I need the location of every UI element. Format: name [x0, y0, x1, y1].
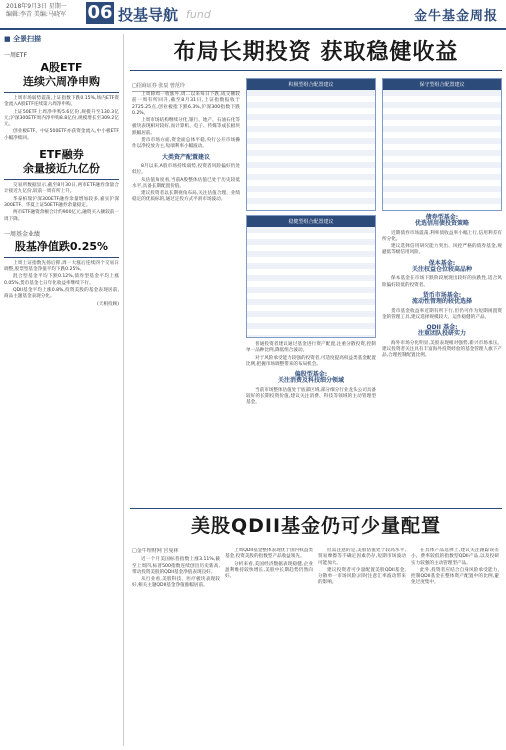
paragraph: 分析来看,美国经济数据表现稳健,企业盈利维持较快增长,美股中长期趋势仍然向好。: [225, 561, 313, 580]
qdii-headline: 美股QDII基金仍可少量配置: [190, 515, 442, 537]
paragraph: 当前市场整体估值处于底部区域,部分细分行业龙头公司具备较好的长期投资价值,建议关注消费、科技等领域的主动管理型基金。: [246, 387, 376, 406]
feature-column-c: [382, 78, 502, 361]
table-body: [247, 90, 375, 210]
paragraph: 近期债券市场震荡,利率债收益率小幅上行,信用利差有所分化。: [382, 230, 502, 242]
paragraph: 海外市场分化明显,美股表现相对强势,新兴市场承压。建议投资者关注具有丰富海外投资经验的基金管理人旗下产品,合理控制配置比例。: [382, 340, 502, 359]
subheading-line: 注重团队投研实力: [417, 330, 466, 338]
etf-flow-section: [4, 50, 119, 142]
qdii-headline-block: [130, 508, 502, 544]
paragraph: 建议选择信用研究能力突出、风控严格的债券基金,规避低等级信用风险。: [382, 244, 502, 256]
paragraph: 华泰柏瑞沪深300ETF融券余量增加较多,嘉实沪深300ETF、华夏上证50ETF融券余量稳定。: [4, 196, 119, 208]
subheading: [382, 325, 502, 338]
subheading: [246, 372, 376, 385]
paragraph: 但需注意的是,美股估值处于较高水平,贸易摩擦等不确定因素仍存,短期市场波动可能加大。: [318, 548, 406, 566]
allocation-table-conservative: [382, 78, 502, 211]
paragraph: 上周市场弱势震荡,上证指数下跌0.15%,场内ETF资金流入A股ETF连续第六周净申购。: [4, 96, 119, 108]
table-title: 保守型组合配置建议: [383, 79, 501, 90]
subheading-line: 债券型基金:: [425, 214, 459, 221]
qdii-column-2: [225, 548, 313, 746]
section-kicker: 一周ETF: [4, 52, 27, 59]
section-title-line: ETF融券: [39, 148, 84, 162]
allocation-table-balanced: [246, 215, 376, 338]
paragraph: 交易所数据显示,截至8月30日,两市ETF融券余量合计接近九亿份,较前一周有所上升。: [4, 183, 119, 195]
etf-short-section: [4, 148, 119, 223]
subheading-line: 关注权益仓位较高品种: [411, 266, 472, 274]
section-title-line: 连续六周净申购: [23, 75, 100, 88]
subheading: 大类资产配置建议: [161, 153, 210, 161]
feature-headline: 布局长期投资 获取稳健收益: [173, 40, 459, 65]
paragraph: 货币市场方面,资金面总体平稳,央行公开市场操作以净投放为主,短端利率小幅波动。: [132, 138, 240, 150]
divider: [4, 257, 119, 258]
divider: [130, 70, 502, 71]
paragraph: 上周市场结构继续分化,银行、地产、石油石化等板块表现相对较好,而计算机、电子、传媒等成长板块跌幅居前。: [132, 118, 240, 136]
divider: [130, 508, 502, 509]
section-kicker: 一周基金业绩: [4, 230, 41, 238]
page-number: 06: [87, 2, 113, 23]
paragraph: 上周QDII基金整体表现优于国内权益类基金,投资美股的指数型产品收益领先。: [225, 548, 313, 560]
newspaper-logo: 金牛基金周报: [413, 9, 498, 24]
qdii-column-1: [132, 548, 220, 746]
table-title: 积极型组合配置建议: [247, 79, 375, 90]
section-title-line: 余量接近九亿份: [23, 162, 100, 176]
issue-date: 2018年9月3日 星期一: [6, 3, 67, 10]
paragraph: 近一个月美国标普指数上涨3.11%,截至上周四,标普500指数连续创出历史新高,带动投资美股的QDII基金净值表现良好。: [132, 557, 220, 575]
divider: [4, 92, 119, 93]
paragraph: 保本基金在市场下跌阶段展现出较好的抗跌性,适合风险偏好较低的投资者。: [382, 276, 502, 288]
fund-performance-section: [4, 229, 119, 308]
subheading: [382, 293, 502, 306]
paragraph: 上证50ETF上周净申购5.6亿份,规模升至130.3亿元;沪深300ETF周内净申购8.8亿份,规模增长至309.2亿元。: [4, 109, 119, 128]
section-subtitle: fund: [186, 8, 211, 21]
paragraph: 普通投资者建议通过基金进行资产配置,注重分散投资,控制单一品种比例,降低组合波动。: [246, 342, 376, 354]
paragraph: 上周除周一收涨外,周二以来每日下跌,成交额较前一周有所回升,截至8月31日,上证指数报收于2725.25点,创业板指下跌6.3%,沪深300指数下跌0.2%。: [132, 92, 240, 116]
table-body: [383, 90, 501, 210]
section-title-line: A股ETF: [40, 61, 83, 74]
paragraph: 对于风险承受能力较强的投资者,可适度提高权益类基金配置比例,把握市场调整带来的布局机会。: [246, 355, 376, 367]
feature-byline: □招商证券 张辰 曾范玲: [132, 82, 240, 92]
paragraph: 建议投资者可少量配置美股QDII基金,分散单一市场风险,同时注意汇率波动带来的影响。: [318, 567, 406, 586]
divider: [4, 179, 119, 180]
subheading-line: 偏股型基金:: [294, 371, 328, 379]
paragraph: 创业板ETF、中证500ETF亦获资金流入,中小板ETF小幅净赎回。: [4, 129, 119, 141]
subheading-line: 货币市场基金:: [422, 291, 462, 299]
table-body: [247, 227, 375, 337]
qdii-byline: □金牛理财网 宫曼林: [132, 548, 179, 554]
article-body: [382, 215, 502, 360]
editor-line: 编辑:李青 美编:马晓军: [6, 11, 66, 18]
subheading-line: 关注消费及科技细分领域: [277, 377, 344, 385]
section-title: 投基导航: [118, 6, 179, 24]
paragraph: 建议投资者以长期视角布局,关注估值合理、业绩稳定的优质标的,通过定投方式平滑市场波动。: [132, 191, 240, 203]
subheading-line: 优选信用债投资策略: [414, 220, 469, 228]
feature-column-b: [246, 78, 376, 408]
paragraph: 从行业看,美股科技、医疗板块表现较好,相关主题QDII基金净值涨幅居前。: [132, 577, 220, 589]
article-body: [246, 342, 376, 407]
article-body: [4, 96, 119, 142]
source-credit: (天相投顾): [97, 301, 119, 307]
paragraph: 在具体产品选择上,建议关注跟踪误差小、费率较低的指数型QDII产品,以及投研实力较强的主动管理型产品。: [411, 548, 499, 566]
paragraph: 货币基金收益率近期有所下行,但仍可作为短期闲置资金的管理工具,建议选择规模较大、运作稳健的产品。: [382, 308, 502, 320]
qdii-column-3: [318, 548, 406, 746]
section-title-line: 股基净值跌0.25%: [14, 239, 109, 253]
allocation-table-aggressive: [246, 78, 376, 211]
paragraph: 8月以来,A股市场持续弱势,投资者风险偏好仍处低位。: [132, 163, 240, 176]
left-column: [4, 34, 124, 746]
paragraph: 混合型基金平均下跌0.12%,债券型基金平均上涨0.05%,货币基金七日年化收益率继续下行。: [4, 274, 119, 286]
feature-column-a: [132, 92, 240, 205]
paragraph: 从估值角度看,当前A股整体估值已处于历史较低水平,具备长期配置价值。: [132, 177, 240, 189]
paragraph: 两市ETF融资余额合计约900亿元,融资买入额较前一周下降。: [4, 210, 119, 222]
subheading: [382, 261, 502, 274]
column-tag: ■ 全景扫描: [4, 35, 42, 43]
masthead: [0, 0, 506, 30]
subheading-line: QDII 基金:: [426, 324, 458, 332]
subheading-line: 保本基金:: [428, 259, 456, 267]
paragraph: 上周上证指数先扬后抑,周一大涨后连续四个交易日调整,股票型基金净值平均下跌0.25%。: [4, 260, 119, 273]
feature-headline-block: [130, 38, 502, 74]
article-body: [4, 261, 119, 308]
qdii-column-4: [411, 548, 499, 746]
paragraph: 此外,投资者应结合自身风险承受能力,控制QDII基金在整体资产配置中的比例,避免过度集中。: [411, 567, 499, 586]
table-title: 稳健型组合配置建议: [247, 216, 375, 227]
subheading: [382, 215, 502, 228]
subheading-line: 流动性管理的较优选择: [411, 298, 472, 306]
article-body: [4, 183, 119, 223]
paragraph: QDII基金平均上涨0.8%,投资美股的基金表现居前,商品主题基金表现分化。: [4, 288, 119, 300]
